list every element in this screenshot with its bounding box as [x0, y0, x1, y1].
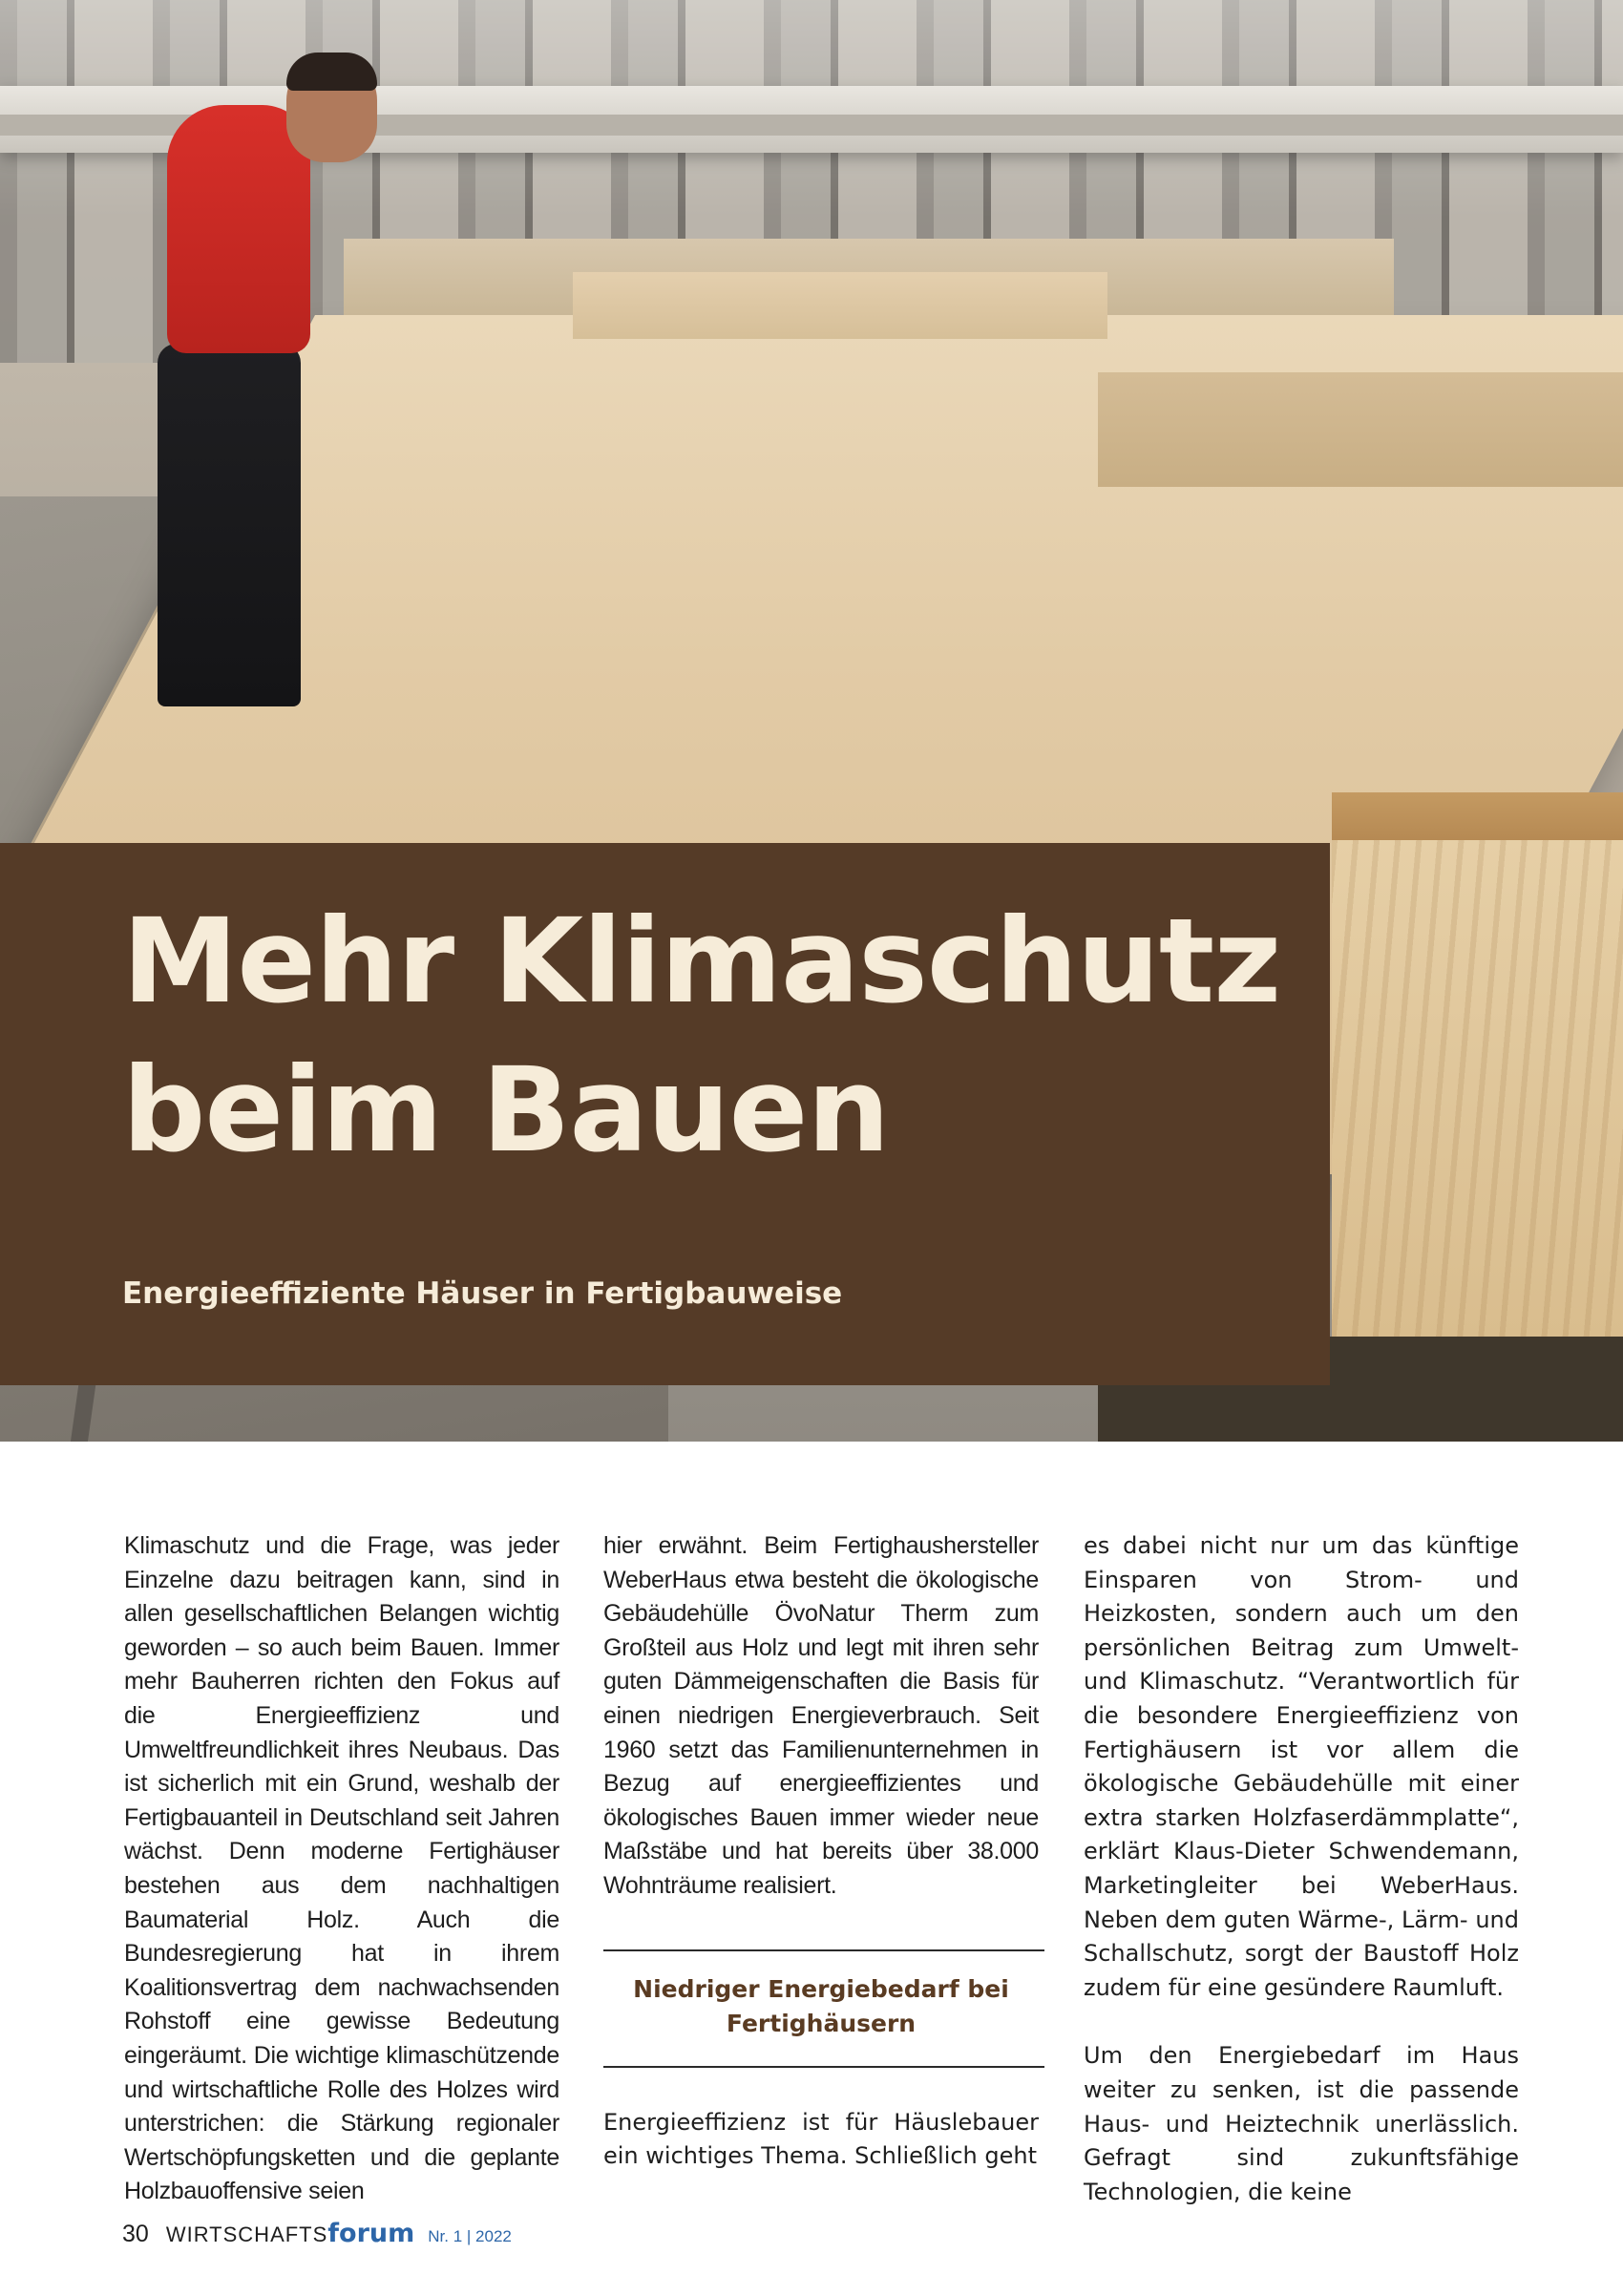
worker-red-shirt — [167, 105, 310, 353]
subheading: Niedriger Energiebedarf bei Fertighäusern — [633, 1974, 1009, 2037]
panel-cutout — [1098, 372, 1623, 487]
title-line-2: beim Bauen — [122, 1043, 890, 1178]
text-column-2 — [603, 1529, 1039, 2174]
column-2-paragraph-2: Energieeffizienz ist für Häuslebauer ein wichtiges Thema. Schließlich geht — [603, 2108, 1039, 2170]
article-subtitle: Energieeffiziente Häuser in Fertigbauweise — [122, 1276, 843, 1311]
issue-label: Nr. 1 | 2022 — [428, 2227, 512, 2245]
worker-legs — [158, 344, 301, 706]
magazine-brand-part-2: forum — [327, 2219, 415, 2248]
timber-frame — [1332, 840, 1623, 1337]
subheading-rule-bottom — [603, 2066, 1044, 2068]
wood-panel-stacked — [573, 272, 1107, 339]
article-title — [122, 887, 1306, 1185]
column-2-paragraph-1: hier erwähnt. Beim Fertighaushersteller WeberHaus etwa besteht die ökologische Gebäudehülle ÖvoNatur Therm zum Großteil aus Holz und legt mit ihren sehr guten Dämmeigenschaften die Basis für einen niedrigen Energieverbrauch. Seit 1960 setzt das Familienunternehmen in Bezug auf energieeffizientes und ökologisches Bauen immer wieder neue Maßstäbe und hat bereits über 38.000 Wohnträume realisiert. — [603, 1532, 1039, 1899]
worker-hair — [286, 53, 377, 91]
page-footer — [122, 2219, 512, 2253]
column-3-paragraph-1: es dabei nicht nur um das künftige Einsparen von Strom- und Heizkosten, sondern auch um den persönlichen Beitrag zum Umwelt- und Klimaschutz. “Verantwortlich für die besondere Energieeffizienz von Fertighäusern ist vor allem die ökologische Gebäudehülle mit einer extra starken Holzfaserdämmplatte“, erklärt Klaus-Dieter Schwendemann, Marketingleiter bei WeberHaus. Neben dem guten Wärme-, Lärm- und Schallschutz, sorgt der Baustoff Holz zudem für eine gesündere Raumluft. — [1084, 1532, 1519, 2001]
column-3-paragraph-2: Um den Energiebedarf im Haus weiter zu senken, ist die passende Haus- und Heiztechnik unerlässlich. Gefragt sind zukunftsfähige Technologien, die keine — [1084, 2042, 1519, 2205]
column-1-paragraph: Klimaschutz und die Frage, was jeder Einzelne dazu beitragen kann, sind in allen gesellschaftlichen Belangen wichtig geworden – so auch beim Bauen. Immer mehr Bauherren richten den Fokus auf die Energieeffizienz und Umweltfreundlichkeit ihres Neubaus. Das ist sicherlich mit ein Grund, weshalb der Fertigbauanteil in Deutschland seit Jahren wächst. Denn moderne Fertighäuser bestehen aus dem nachhaltigen Baumaterial Holz. Auch die Bundesregierung hat in ihrem Koalitionsvertrag dem nachwachsenden Rohstoff eine gewisse Bedeutung eingeräumt. Die wichtige klimaschützende und wirtschaftliche Rolle des Holzes wird unterstrichen: die Stärkung regionaler Wertschöpfungsketten und die geplante Holzbauoffensive seien — [124, 1532, 559, 2205]
title-line-1: Mehr Klimaschutz — [122, 894, 1281, 1029]
page-number: 30 — [122, 2221, 149, 2247]
text-column-3 — [1084, 1529, 1519, 2209]
title-block — [0, 843, 1330, 1385]
magazine-brand-part-1: WIRTSCHAFTS — [165, 2222, 328, 2246]
text-column-1 — [124, 1529, 559, 2209]
